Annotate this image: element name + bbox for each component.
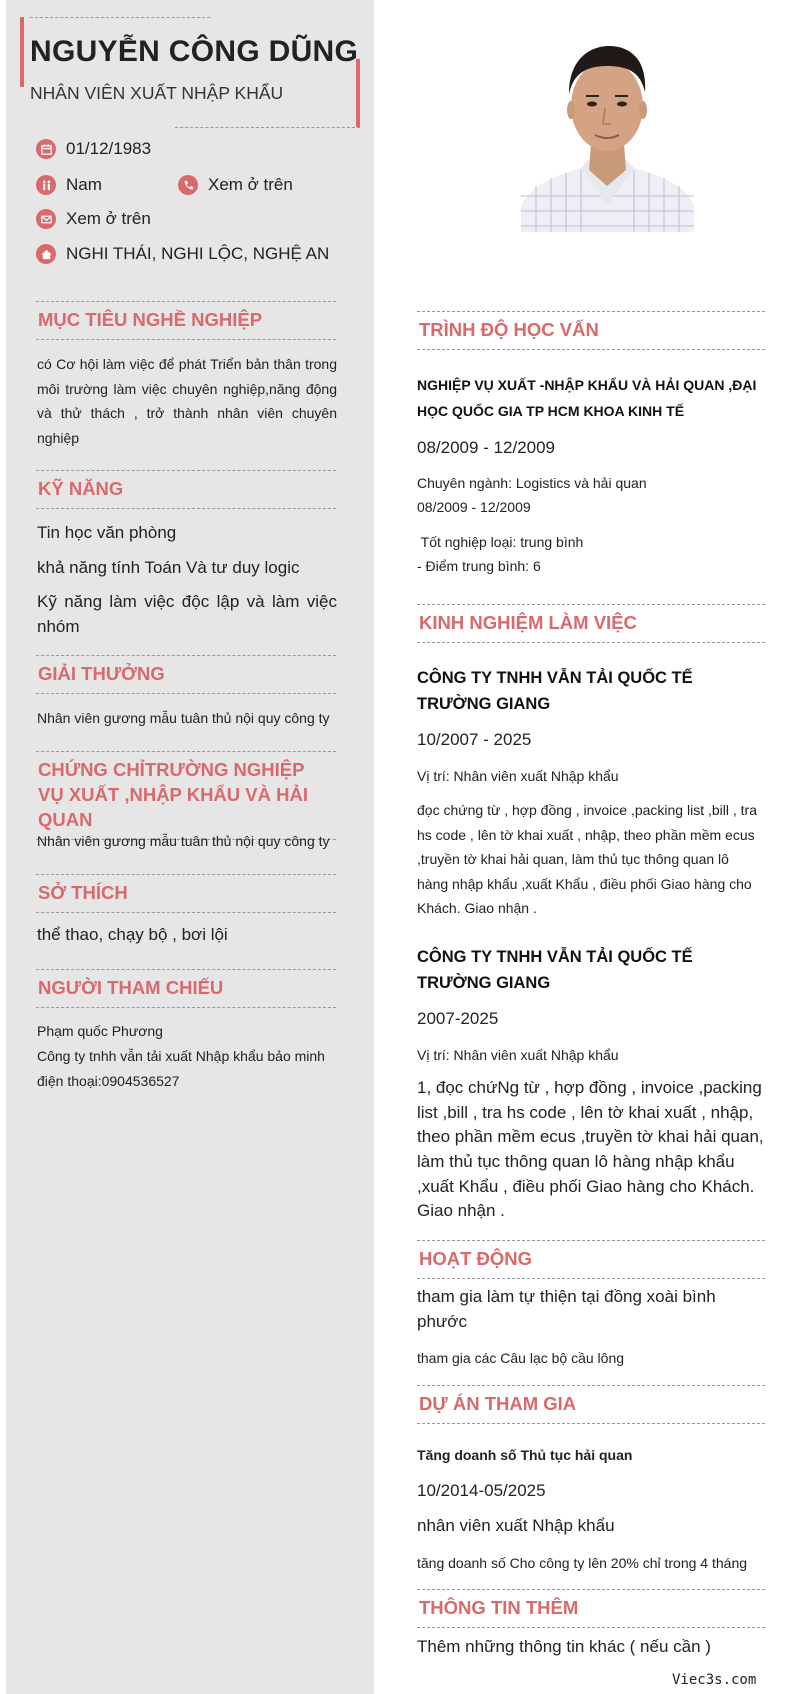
address: NGHI THÁI, NGHI LỘC, NGHỆ AN: [66, 244, 330, 263]
hobbies-text: thể thao, chạy bộ , bơi lội: [37, 925, 228, 944]
profile-photo: [511, 36, 704, 232]
reference-phone: điện thoại:0904536527: [37, 1073, 180, 1089]
project-role: nhân viên xuất Nhập khẩu: [417, 1516, 615, 1535]
birthday: 01/12/1983: [66, 139, 152, 158]
activity-item: tham gia các Câu lạc bộ cầu lông: [417, 1350, 625, 1366]
email-row: [36, 209, 151, 229]
extra-text: Thêm những thông tin khác ( nếu cần ): [417, 1637, 711, 1656]
awards-heading: GIẢI THƯỞNG: [36, 655, 336, 694]
watermark: Viec3s.com: [672, 1672, 757, 1688]
calendar-icon: [36, 139, 56, 159]
project-period: 10/2014-05/2025: [417, 1481, 546, 1500]
hobbies-heading: SỞ THÍCH: [36, 874, 336, 913]
experience-heading: KINH NGHIỆM LÀM VIỆC: [417, 604, 765, 643]
certificates-text: Nhân viên gương mẫu tuân thủ nội quy công ty: [37, 833, 330, 849]
name-block: [20, 17, 360, 127]
project-name: Tăng doanh số Thủ tục hải quan: [417, 1447, 633, 1463]
awards-text: Nhân viên gương mẫu tuân thủ nội quy công ty: [37, 710, 330, 726]
education-heading: TRÌNH ĐỘ HỌC VẤN: [417, 311, 765, 350]
job-company: CÔNG TY TNHH VẪN TẢI QUỐC TẾ TRƯỜNG GIANG: [417, 948, 693, 992]
reference-name: Phạm quốc Phương: [37, 1023, 163, 1039]
skill-item: Kỹ năng làm việc độc lập và làm việc nhóm: [37, 592, 337, 636]
job-company: CÔNG TY TNHH VẪN TẢI QUỐC TẾ TRƯỜNG GIANG: [417, 669, 693, 713]
skill-item: Tin học văn phòng: [37, 523, 177, 542]
education-grade: Tốt nghiệp loại: trung bình: [417, 534, 584, 550]
birthday-row: [36, 139, 151, 159]
phone-row: [178, 175, 293, 195]
project-result: tăng doanh số Cho công ty lên 20% chỉ trong 4 tháng: [417, 1555, 748, 1571]
gender-row: [36, 175, 102, 195]
job-description: đọc chứng từ , hợp đồng , invoice ,packing list ,bill , tra hs code , lên tờ khai xuất , nhập, theo phần mềm ecus ,truyền tờ khai hải quan, làm thủ tục thông quan lô hàng nhập khẩu ,xuất Khẩu , điều phối Giao hàng cho Khách. Giao nhận .: [417, 802, 757, 916]
divider: [30, 17, 210, 18]
address-row: [36, 244, 329, 264]
skills-heading: KỸ NĂNG: [36, 470, 336, 509]
projects-heading: DỰ ÁN THAM GIA: [417, 1385, 765, 1424]
education-period: 08/2009 - 12/2009: [417, 438, 556, 457]
activity-item: tham gia làm tự thiện tại đồng xoài bình phước: [417, 1287, 716, 1331]
education-major: Chuyên ngành: Logistics và hải quan: [417, 475, 647, 491]
activities-heading: HOẠT ĐỘNG: [417, 1240, 765, 1279]
divider: [175, 127, 360, 128]
home-icon: [36, 244, 56, 264]
job-position: Vị trí: Nhân viên xuất Nhập khẩu: [417, 768, 619, 784]
phone-icon: [178, 175, 198, 195]
accent-bar: [356, 59, 360, 127]
gender: Nam: [66, 175, 102, 194]
references-heading: NGƯỜI THAM CHIẾU: [36, 969, 336, 1008]
reference-company: Công ty tnhh vẫn tải xuất Nhập khẩu bảo minh: [37, 1048, 325, 1064]
extra-heading: THÔNG TIN THÊM: [417, 1589, 765, 1628]
job-position: Vị trí: Nhân viên xuất Nhập khẩu: [417, 1047, 619, 1063]
education-gpa: - Điểm trung bình: 6: [417, 558, 541, 574]
accent-bar: [20, 17, 24, 87]
gender-icon: [36, 175, 56, 195]
objective-text: có Cơ hội làm việc để phát Triển bản thân trong môi trường làm việc chuyên nghiệp,năng động và thử thách , trở thành nhân viên chuyên nghiệp: [37, 356, 337, 446]
envelope-icon: [36, 209, 56, 229]
phone: Xem ở trên: [208, 175, 293, 194]
job-title: NHÂN VIÊN XUẤT NHẬP KHẨU: [30, 83, 284, 103]
portrait-image: [511, 36, 704, 232]
skill-item: khả năng tính Toán Và tư duy logic: [37, 558, 300, 577]
job-description: 1, đọc chứNg từ , hợp đồng , invoice ,packing list ,bill , tra hs code , lên tờ khai xuất , nhập, theo phần mềm ecus ,truyền tờ khai hải quan, làm thủ tục thông quan lô hàng nhập khẩu ,xuất Khẩu , điều phối Giao hàng cho Khách. Giao nhận .: [417, 1078, 764, 1221]
job-period: 2007-2025: [417, 1009, 499, 1028]
email: Xem ở trên: [66, 209, 151, 228]
objective-heading: MỤC TIÊU NGHỀ NGHIỆP: [36, 301, 336, 340]
school-name: NGHIỆP VỤ XUẤT -NHẬP KHẨU VÀ HẢI QUAN ,ĐẠI HỌC QUỐC GIA TP HCM KHOA KINH TẾ: [417, 377, 757, 419]
certificates-heading: CHỨNG CHỈTRƯỜNG NGHIỆP VỤ XUẤT ,NHẬP KHẨU VÀ HẢI QUAN: [36, 751, 336, 840]
education-major-period: 08/2009 - 12/2009: [417, 499, 531, 515]
candidate-name: NGUYỄN CÔNG DŨNG: [30, 35, 359, 68]
job-period: 10/2007 - 2025: [417, 730, 532, 749]
